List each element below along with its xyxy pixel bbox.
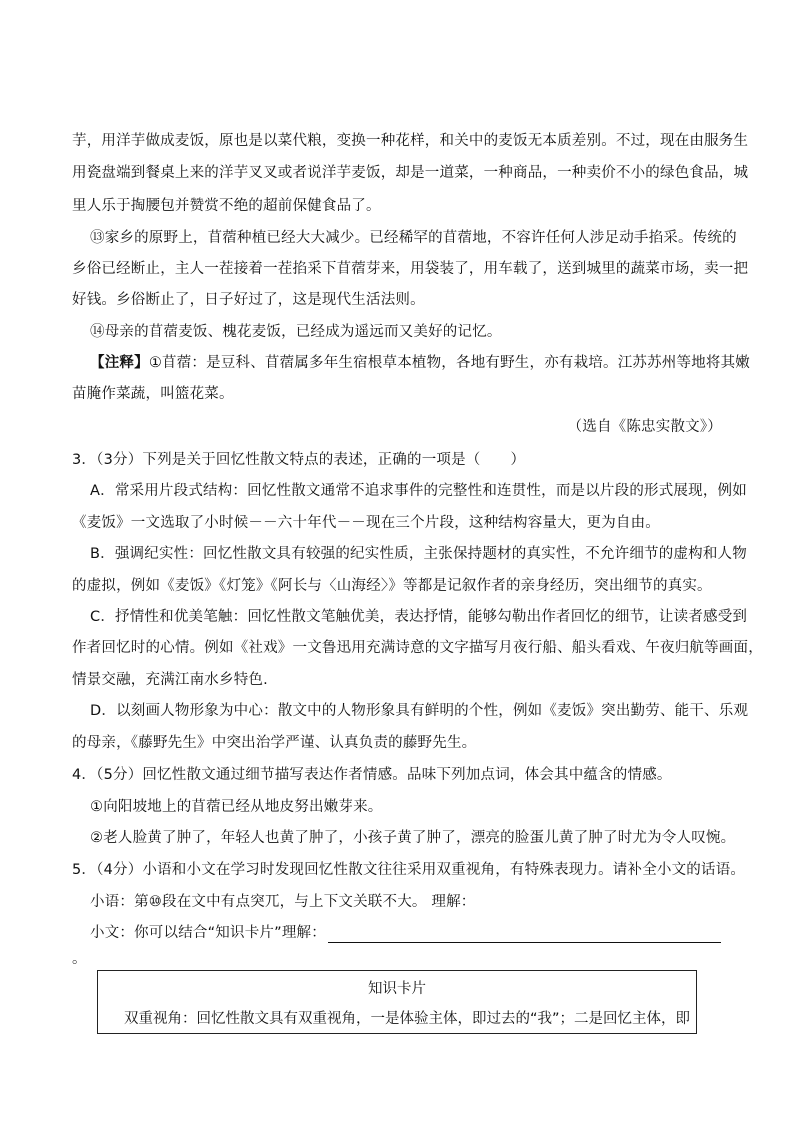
option-b: B．强调纪实性：回忆性散文具有较强的纪实性质，主张保持题材的真实性，不允许细节的虚构和人物 xyxy=(90,546,747,562)
passage-source: （选自《陈忠实散文》） xyxy=(567,419,722,435)
knowledge-card-title: 知识卡片 xyxy=(368,981,426,997)
passage-line: 用瓷盘端到餐桌上来的洋芋叉叉或者说洋芋麦饭，却是一道菜，一种商品，一种卖价不小的绿色食品，城 xyxy=(72,165,749,181)
passage-line: 好钱。乡俗断止了，日子好过了，这是现代生活法则。 xyxy=(72,292,425,308)
question-5-stem: 5．（4分）小语和小文在学习时发现回忆性散文往往采用双重视角，有特殊表现力。请补全小文的话语。 xyxy=(72,862,746,878)
question-4-item-2: ②老人脸黄了肿了，年轻人也黄了肿了，小孩子黄了肿了，漂亮的脸蛋儿黄了肿了时尤为令人叹惋。 xyxy=(90,830,736,846)
option-b-continued: 的虚拟，例如《麦饭》《灯笼》《阿长与〈山海经〉》等都是记叙作者的亲身经历，突出细节的真实。 xyxy=(72,578,712,594)
knowledge-card-body: 双重视角：回忆性散文具有双重视角，一是体验主体，即过去的“我”；二是回忆主体，即 xyxy=(124,1011,691,1027)
option-c: C．抒情性和优美笔触：回忆性散文笔触优美，表达抒情，能够勾勒出作者回忆的细节，让读者感受到 xyxy=(90,609,748,625)
passage-line: 芋，用洋芋做成麦饭，原也是以菜代粮，变换一种花样，和关中的麦饭无本质差别。不过，现在由服务生 xyxy=(72,133,749,149)
passage-line: 里人乐于掏腰包并赞赏不绝的超前保健食品了。 xyxy=(72,198,381,214)
annotation-note-continued: 苗腌作菜蔬，叫篮花菜。 xyxy=(72,386,234,402)
question-4-stem: 4．（5分）回忆性散文通过细节描写表达作者情感。品味下列加点词，体会其中蕴含的情感。 xyxy=(72,767,672,783)
answer-period: 。 xyxy=(72,951,87,967)
passage-paragraph-14: ⑭母亲的苜蓿麦饭、槐花麦饭，已经成为遥远而又美好的记忆。 xyxy=(90,324,502,340)
annotation-label: 【注释】 xyxy=(90,355,149,371)
question-5-xiaowen: 小文：你可以结合“知识卡片”理解： xyxy=(90,923,730,943)
passage-line: 乡俗已经断止，主人一茬接着一茬掐采下苜蓿芽来，用袋装了，用车载了，送到城里的蔬菜市场，卖一把 xyxy=(72,261,749,277)
answer-line[interactable] xyxy=(328,926,721,943)
option-c-continued: 情景交融，充满江南水乡特色. xyxy=(72,672,268,688)
question-4-item-1: ①向阳坡地上的苜蓿已经从地皮努出嫩芽来。 xyxy=(90,799,383,815)
option-c-continued: 作者回忆时的心情。例如《社戏》一文鲁迅用充满诗意的文字描写月夜行船、船头看戏、午夜归航等画面， xyxy=(72,640,763,656)
knowledge-card xyxy=(97,970,697,1034)
question-3-stem: 3．（3分）下列是关于回忆性散文特点的表述，正确的一项是（ ） xyxy=(72,452,526,468)
option-d-continued: 的母亲，《藤野先生》中突出治学严谨、认真负责的藤野先生。 xyxy=(72,735,477,751)
passage-paragraph-13: ⑬家乡的原野上，苜蓿种植已经大大减少。已经稀罕的苜蓿地，不容许任何人涉足动手掐采。传统的 xyxy=(90,230,737,246)
annotation-text: ①苜蓿：是豆科、苜蓿属多年生宿根草本植物，各地有野生，亦有栽培。江苏苏州等地将其嫩 xyxy=(148,355,751,371)
option-a-continued: 《麦饭》一文选取了小时候－－六十年代－－现在三个片段，这种结构容量大，更为自由。 xyxy=(72,515,660,531)
option-d: D．以刻画人物形象为中心：散文中的人物形象具有鲜明的个性，例如《麦饭》突出勤劳、能干、乐观 xyxy=(90,703,749,719)
option-a: A．常采用片段式结构：回忆性散文通常不追求事件的完整性和连贯性，而是以片段的形式展现，例如 xyxy=(90,483,747,499)
question-5-xiaoyu: 小语：第⑩段在文中有点突兀，与上下文关联不大。 理解： xyxy=(90,894,476,910)
annotation-note xyxy=(90,353,751,373)
